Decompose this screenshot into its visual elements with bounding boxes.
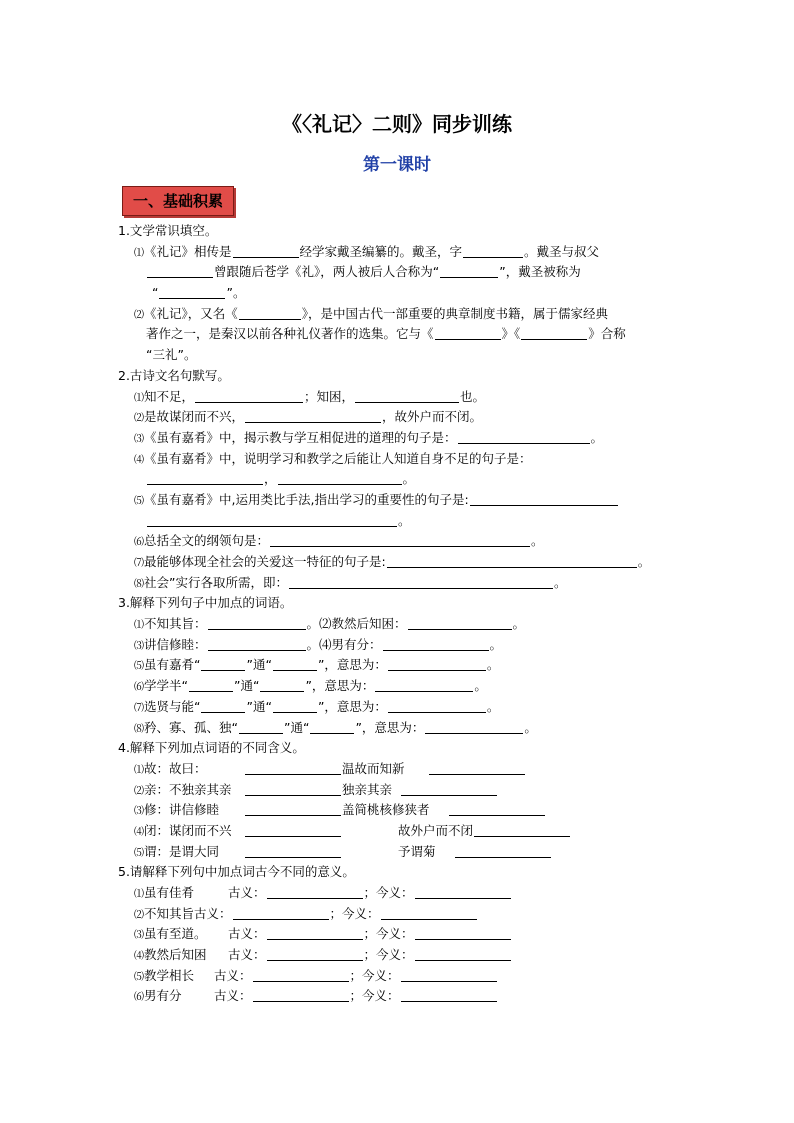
- answer-blank[interactable]: [147, 470, 263, 485]
- answer-blank[interactable]: [429, 760, 525, 775]
- exercise-body: [118, 221, 683, 1007]
- answer-blank[interactable]: [278, 470, 402, 485]
- question-3-line: ⑻矜、寡、孤、独“ ”通“ ”，意思为： 。: [134, 719, 537, 735]
- answer-blank[interactable]: [408, 615, 512, 630]
- answer-blank[interactable]: [425, 719, 523, 734]
- answer-blank[interactable]: [239, 305, 301, 320]
- answer-blank[interactable]: [270, 532, 530, 547]
- question-5-line: ⑹男有分 古义： ；今义：: [118, 986, 683, 1007]
- answer-blank[interactable]: [474, 822, 570, 837]
- page-subtitle: 第一课时: [363, 155, 431, 175]
- answer-blank[interactable]: [435, 325, 501, 340]
- question-3-line: ⑴不知其旨： 。⑵教然后知困： 。: [134, 616, 526, 632]
- answer-blank[interactable]: [401, 967, 497, 982]
- answer-blank[interactable]: [401, 781, 497, 796]
- answer-blank[interactable]: [201, 656, 245, 671]
- question-3-line: ⑸虽有嘉肴“ ”通“ ”，意思为： 。: [134, 657, 500, 673]
- answer-blank[interactable]: [245, 781, 341, 796]
- question-1-heading: 1.文学常识填空。: [118, 223, 218, 238]
- answer-blank[interactable]: [415, 946, 511, 961]
- answer-blank[interactable]: [208, 636, 306, 651]
- question-4-line: ⑴故：故曰： 温故而知新: [118, 759, 683, 780]
- question-5-line: ⑷教然后知困 古义： ；今义：: [118, 945, 683, 966]
- question-2-line: ⑶《虽有嘉肴》中，揭示教与学互相促进的道理的句子是： 。: [134, 429, 604, 445]
- question-5-line: ⑵不知其旨古义： ；今义：: [118, 904, 683, 925]
- question-3-heading: 3.解释下列句子中加点的词语。: [118, 595, 293, 611]
- question-3-line: ⑺选贤与能“ ”通“ ”，意思为： 。: [134, 698, 500, 714]
- question-5-heading: 5.请解释下列句中加点词古今不同的意义。: [118, 864, 355, 880]
- answer-blank[interactable]: [273, 698, 317, 713]
- answer-blank[interactable]: [387, 553, 637, 568]
- answer-blank[interactable]: [253, 987, 349, 1002]
- question-4-line: ⑸谓：是谓大同 予谓菊: [118, 842, 683, 863]
- answer-blank[interactable]: [201, 698, 245, 713]
- answer-blank[interactable]: [260, 677, 304, 692]
- question-2-line: ⑸《虽有嘉肴》中,运用类比手法,指出学习的重要性的句子是:: [118, 490, 683, 511]
- answer-blank[interactable]: [233, 905, 329, 920]
- answer-blank[interactable]: [267, 925, 363, 940]
- answer-blank[interactable]: [253, 967, 349, 982]
- question-3-line: ⑹学学半“ ”通“ ”，意思为： 。: [134, 678, 487, 694]
- answer-blank[interactable]: [195, 388, 303, 403]
- answer-blank[interactable]: [267, 946, 363, 961]
- answer-blank[interactable]: [267, 884, 363, 899]
- answer-blank[interactable]: [208, 615, 306, 630]
- answer-blank[interactable]: [381, 905, 477, 920]
- answer-blank[interactable]: [245, 822, 341, 837]
- answer-blank[interactable]: [455, 843, 551, 858]
- answer-blank[interactable]: [289, 574, 553, 589]
- answer-blank[interactable]: [401, 987, 497, 1002]
- question-2-heading: 2.古诗文名句默写。: [118, 367, 230, 383]
- question-2-line: ， 。: [118, 469, 683, 490]
- answer-blank[interactable]: [415, 884, 511, 899]
- question-3-line: ⑶讲信修睦： 。⑷男有分： 。: [134, 636, 503, 652]
- section-header: 一、基础积累: [122, 186, 234, 216]
- answer-blank[interactable]: [449, 801, 545, 816]
- answer-blank[interactable]: [388, 698, 486, 713]
- question-2-line: ⑴知不足， ；知困， 也。: [134, 388, 486, 404]
- question-4-line: ⑵亲：不独亲其亲 独亲其亲: [118, 780, 683, 801]
- question-1-line: ⑴《礼记》相传是 经学家戴圣编纂的。戴圣，字 。戴圣与叔父: [134, 243, 600, 259]
- page-title: 《〈礼记〉二则》同步训练: [282, 112, 512, 136]
- answer-blank[interactable]: [233, 243, 299, 258]
- answer-blank[interactable]: [458, 429, 590, 444]
- answer-blank[interactable]: [440, 263, 498, 278]
- question-2-line: ⑵是故谋闭而不兴， ，故外户而不闭。: [134, 409, 483, 425]
- question-4-line: ⑶修：讲信修睦 盖简桃核修狭者: [118, 800, 683, 821]
- answer-blank[interactable]: [245, 801, 341, 816]
- answer-blank[interactable]: [245, 760, 341, 775]
- question-5-line: ⑶虽有至道。 古义： ；今义：: [118, 924, 683, 945]
- question-1-line: “ ”。: [152, 285, 246, 301]
- answer-blank[interactable]: [245, 843, 341, 858]
- answer-blank[interactable]: [239, 719, 283, 734]
- question-1-line: 曾跟随后苍学《礼》，两人被后人合称为“ ”，戴圣被称为: [118, 262, 683, 283]
- answer-blank[interactable]: [245, 408, 381, 423]
- answer-blank[interactable]: [159, 284, 225, 299]
- answer-blank[interactable]: [415, 925, 511, 940]
- question-2-line: ⑺最能够体现全社会的关爱这一特征的句子是: 。: [134, 554, 651, 569]
- answer-blank[interactable]: [383, 636, 489, 651]
- answer-blank[interactable]: [189, 677, 233, 692]
- question-1-line: ⑵《礼记》，又名《 》，是中国古代一部重要的典章制度书籍，属于儒家经典: [134, 305, 609, 321]
- question-2-line: 。: [118, 511, 683, 532]
- question-4-heading: 4.解释下列加点词语的不同含义。: [118, 740, 305, 756]
- question-1-line: 著作之一，是秦汉以前各种礼仪著作的选集。它与《 》《 》合称: [146, 326, 626, 342]
- question-5-line: ⑴虽有佳肴 古义： ；今义：: [118, 883, 683, 904]
- question-5-line: ⑸教学相长 古义： ；今义：: [118, 966, 683, 987]
- question-2-line: ⑹总括全文的纲领句是： 。: [134, 533, 544, 549]
- question-4-line: ⑷闭：谋闭而不兴 故外户而不闭: [118, 821, 683, 842]
- question-2-line: ⑻社会”实行各取所需，即： 。: [134, 574, 567, 590]
- answer-blank[interactable]: [355, 388, 459, 403]
- answer-blank[interactable]: [273, 656, 317, 671]
- answer-blank[interactable]: [310, 719, 354, 734]
- question-2-line: ⑷《虽有嘉肴》中，说明学习和教学之后能让人知道自身不足的句子是：: [134, 450, 532, 466]
- answer-blank[interactable]: [470, 491, 618, 506]
- answer-blank[interactable]: [375, 677, 473, 692]
- answer-blank[interactable]: [147, 263, 213, 278]
- answer-blank[interactable]: [147, 512, 397, 527]
- question-1-line: “三礼”。: [146, 347, 197, 363]
- answer-blank[interactable]: [521, 325, 587, 340]
- answer-blank[interactable]: [463, 243, 523, 258]
- answer-blank[interactable]: [388, 656, 486, 671]
